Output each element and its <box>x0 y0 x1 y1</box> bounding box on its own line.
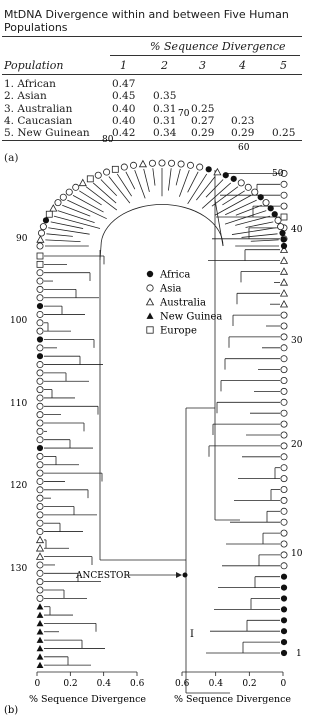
column-header: 2 <box>161 59 168 72</box>
asia-marker <box>159 160 165 166</box>
tree-branch <box>46 234 72 237</box>
asia-marker <box>238 180 244 186</box>
africa-marker <box>258 194 264 200</box>
asia-marker <box>60 194 66 200</box>
tree-branch <box>176 169 180 185</box>
australia-marker <box>140 161 147 167</box>
asia-marker <box>281 399 287 405</box>
tree-branch <box>79 191 101 205</box>
asia-marker <box>37 403 43 409</box>
asia-marker <box>281 421 287 427</box>
asia-marker <box>37 412 43 418</box>
africa-marker <box>37 303 43 309</box>
asia-marker <box>281 388 287 394</box>
new-guinea-marker <box>37 628 44 634</box>
europe-marker <box>281 214 287 220</box>
ancestor-node <box>183 573 188 578</box>
table-cell: 0.31 <box>153 102 177 115</box>
tree-branch <box>153 168 155 185</box>
table-cell: 0.23 <box>231 114 255 127</box>
tree-branch <box>225 200 256 215</box>
asia-marker <box>187 162 193 168</box>
table-cell: 0.29 <box>191 127 215 140</box>
right-axis-label: % Sequence Divergence <box>174 694 292 705</box>
tip-number: 10 <box>291 549 303 559</box>
asia-marker <box>37 579 43 585</box>
legend-label: Asia <box>160 283 182 295</box>
right-axis-tick-label: 0.4 <box>208 679 223 689</box>
asia-marker <box>37 587 43 593</box>
left-axis-tick-label: 0.6 <box>130 679 145 689</box>
tip-number: 1 <box>296 649 302 659</box>
tip-number: 130 <box>10 564 28 574</box>
tip-number: 40 <box>291 225 303 235</box>
australia-marker <box>37 236 44 242</box>
asia-marker <box>281 432 287 438</box>
panel-a-label: (a) <box>4 152 19 164</box>
right-axis-tick-label: 0.2 <box>242 679 257 689</box>
tree-branch <box>58 211 95 223</box>
cluster-label: I <box>190 629 194 640</box>
asia-marker <box>37 512 43 518</box>
asia-marker <box>281 410 287 416</box>
asia-marker <box>149 160 155 166</box>
column-header: 5 <box>280 59 287 72</box>
tip-number: 50 <box>272 169 284 179</box>
asia-marker <box>281 530 287 536</box>
asia-marker <box>37 295 43 301</box>
africa-marker <box>281 243 287 249</box>
asia-marker <box>281 312 287 318</box>
asia-marker <box>281 367 287 373</box>
africa-marker <box>37 336 43 342</box>
australia-marker <box>37 553 44 559</box>
asia-marker <box>252 189 258 195</box>
asia-marker <box>121 164 127 170</box>
tip-number: 100 <box>10 316 28 326</box>
col-group-header: % Sequence Divergence <box>150 40 286 53</box>
tree-branch <box>246 222 274 228</box>
asia-marker <box>73 184 79 190</box>
tip-number: 30 <box>291 336 303 346</box>
asia-marker <box>281 541 287 547</box>
table-cell: 0.40 <box>112 102 136 115</box>
asia-marker <box>37 570 43 576</box>
legend-label: New Guinea <box>160 311 223 323</box>
asia-marker <box>281 377 287 383</box>
tree-branch <box>144 169 150 192</box>
row-label: 3. Australian <box>4 102 73 115</box>
europe-marker <box>112 166 118 172</box>
africa-marker <box>272 211 278 217</box>
asia-marker <box>37 487 43 493</box>
africa-marker <box>279 230 285 236</box>
australia-marker <box>37 545 44 551</box>
africa-marker <box>281 650 287 656</box>
australia-marker <box>281 279 288 285</box>
asia-marker <box>37 286 43 292</box>
asia-marker <box>275 217 281 223</box>
left-axis-tick-label: 0 <box>34 679 41 689</box>
asia-marker <box>40 224 46 230</box>
table-cell: 0.29 <box>231 127 255 140</box>
asia-marker <box>281 454 287 460</box>
ancestor-arrowhead <box>176 572 182 578</box>
asia-marker <box>37 243 43 249</box>
africa-marker <box>281 574 287 580</box>
tree-branch <box>179 170 189 197</box>
asia-marker <box>37 328 43 334</box>
new-guinea-marker <box>37 637 44 643</box>
asia-marker <box>66 189 72 195</box>
asia-marker <box>37 387 43 393</box>
africa-marker <box>281 606 287 612</box>
tip-number: 90 <box>16 234 28 244</box>
europe-marker <box>37 253 43 259</box>
tree-tip-markers <box>37 160 288 668</box>
tree-branch <box>206 179 223 197</box>
row-header: Population <box>4 59 64 72</box>
tree-branch <box>100 246 101 260</box>
asia-marker <box>37 528 43 534</box>
tree-branch <box>101 179 117 195</box>
asia-marker <box>37 478 43 484</box>
asia-marker <box>281 552 287 558</box>
new-guinea-marker <box>37 653 44 659</box>
asia-marker <box>104 169 110 175</box>
table-cell: 0.31 <box>153 114 177 127</box>
left-axis-tick-label: 0.4 <box>96 679 111 689</box>
asia-marker <box>168 160 174 166</box>
column-header: 3 <box>199 59 206 72</box>
asia-marker <box>37 320 43 326</box>
asia-marker <box>281 563 287 569</box>
tree-branch <box>117 174 131 196</box>
tip-number: 60 <box>238 143 250 153</box>
asia-marker <box>37 437 43 443</box>
asia-marker <box>281 345 287 351</box>
asia-marker <box>37 361 43 367</box>
asia-marker <box>281 476 287 482</box>
asia-marker <box>37 453 43 459</box>
new-guinea-marker <box>37 620 44 626</box>
africa-marker <box>206 166 212 172</box>
tree-branch <box>196 177 215 201</box>
asia-marker <box>281 497 287 503</box>
asia-marker <box>37 470 43 476</box>
new-guinea-marker <box>147 313 154 319</box>
asia-marker <box>37 370 43 376</box>
asia-marker <box>55 200 61 206</box>
table-cell: 0.25 <box>191 102 215 115</box>
new-guinea-marker <box>37 603 44 609</box>
asia-marker <box>130 162 136 168</box>
tip-number: 120 <box>10 481 28 491</box>
tip-number: 20 <box>291 440 303 450</box>
europe-marker <box>46 211 52 217</box>
asia-marker <box>147 285 153 291</box>
africa-marker <box>43 217 49 223</box>
europe-marker <box>37 261 43 267</box>
tree-branch <box>93 183 116 203</box>
asia-marker <box>37 278 43 284</box>
row-label: 2. Asian <box>4 90 47 103</box>
table-cell: 0.45 <box>112 90 136 103</box>
asia-marker <box>278 224 284 230</box>
left-axis-label: % Sequence Divergence <box>29 694 147 705</box>
asia-marker <box>281 519 287 525</box>
tree-branches <box>44 168 280 693</box>
table-cell: 0.25 <box>272 127 296 140</box>
asia-marker <box>281 334 287 340</box>
australia-marker <box>37 537 44 543</box>
asia-marker <box>37 345 43 351</box>
asia-marker <box>37 395 43 401</box>
asia-marker <box>37 520 43 526</box>
new-guinea-marker <box>37 645 44 651</box>
africa-marker <box>231 176 237 182</box>
asia-marker <box>37 495 43 501</box>
right-axis-tick-label: 0 <box>280 679 287 689</box>
africa-marker <box>281 585 287 591</box>
asia-marker <box>197 164 203 170</box>
asia-marker <box>37 270 43 276</box>
europe-marker <box>87 176 93 182</box>
divergence-axes <box>29 672 291 705</box>
tree-branch <box>232 228 276 235</box>
asia-marker <box>281 181 287 187</box>
new-guinea-marker <box>37 612 44 618</box>
australia-marker <box>50 205 57 211</box>
tree-branch <box>251 240 279 241</box>
asia-marker <box>245 184 251 190</box>
tree-branch <box>62 205 90 216</box>
column-header: 1 <box>120 59 127 72</box>
legend-label: Africa <box>160 269 191 281</box>
asia-marker <box>37 503 43 509</box>
asia-marker <box>37 420 43 426</box>
panel-b-label: (b) <box>4 705 19 716</box>
europe-marker <box>147 327 153 333</box>
asia-marker <box>37 428 43 434</box>
asia-marker <box>37 562 43 568</box>
tree-branch <box>168 168 171 190</box>
africa-marker <box>281 236 287 242</box>
tip-number: 70 <box>178 109 190 119</box>
column-header: 4 <box>239 59 246 72</box>
ancestor-annotation <box>75 571 188 581</box>
legend-label: Australia <box>160 297 206 309</box>
tree-branch <box>101 205 223 246</box>
africa-marker <box>37 353 43 359</box>
africa-marker <box>147 271 153 277</box>
left-axis-tick-label: 0.2 <box>63 679 78 689</box>
tree-branch <box>135 170 146 198</box>
asia-marker <box>37 311 43 317</box>
asia-marker <box>281 508 287 514</box>
asia-marker <box>281 443 287 449</box>
asia-marker <box>178 161 184 167</box>
australia-marker <box>79 179 86 185</box>
africa-marker <box>281 595 287 601</box>
africa-marker <box>223 172 229 178</box>
africa-marker <box>37 445 43 451</box>
new-guinea-marker <box>37 662 44 668</box>
tree-branch <box>126 172 135 189</box>
table-cell: 0.42 <box>112 127 136 140</box>
australia-marker <box>281 301 288 307</box>
asia-marker <box>95 172 101 178</box>
australia-marker <box>281 290 288 296</box>
africa-marker <box>281 639 287 645</box>
tree-branch <box>222 191 244 205</box>
row-label: 4. Caucasian <box>4 114 73 127</box>
australia-marker <box>147 299 154 305</box>
table-cell: 0.34 <box>153 127 177 140</box>
tree-branch <box>242 234 278 238</box>
africa-marker <box>268 205 274 211</box>
asia-marker <box>263 200 269 206</box>
row-label: 5. New Guinean <box>4 127 90 140</box>
tree-branch <box>45 240 80 242</box>
asia-marker <box>38 230 44 236</box>
tree-legend <box>147 270 223 337</box>
table-cell: 0.27 <box>191 114 215 127</box>
asia-marker <box>281 465 287 471</box>
asia-marker <box>37 462 43 468</box>
table-cell: 0.40 <box>112 114 136 127</box>
asia-marker <box>281 203 287 209</box>
tip-number: 110 <box>10 399 28 409</box>
table-title: MtDNA Divergence within and between Five Human Populations <box>4 8 289 34</box>
asia-marker <box>281 356 287 362</box>
asia-marker <box>281 192 287 198</box>
table-cell: 0.35 <box>153 90 177 103</box>
tip-number: 80 <box>102 135 114 145</box>
legend-label: Europe <box>160 325 197 337</box>
asia-marker <box>281 486 287 492</box>
africa-marker <box>281 628 287 634</box>
australia-marker <box>281 268 288 274</box>
tree-branch <box>48 228 89 234</box>
right-axis-tick-label: 0.6 <box>175 679 190 689</box>
asia-marker <box>37 595 43 601</box>
australia-marker <box>281 257 288 263</box>
ancestor-label: ANCESTOR <box>76 571 131 581</box>
africa-marker <box>281 617 287 623</box>
row-label: 1. African <box>4 78 56 90</box>
asia-marker <box>37 378 43 384</box>
table-cell: 0.47 <box>112 78 136 90</box>
asia-marker <box>281 323 287 329</box>
